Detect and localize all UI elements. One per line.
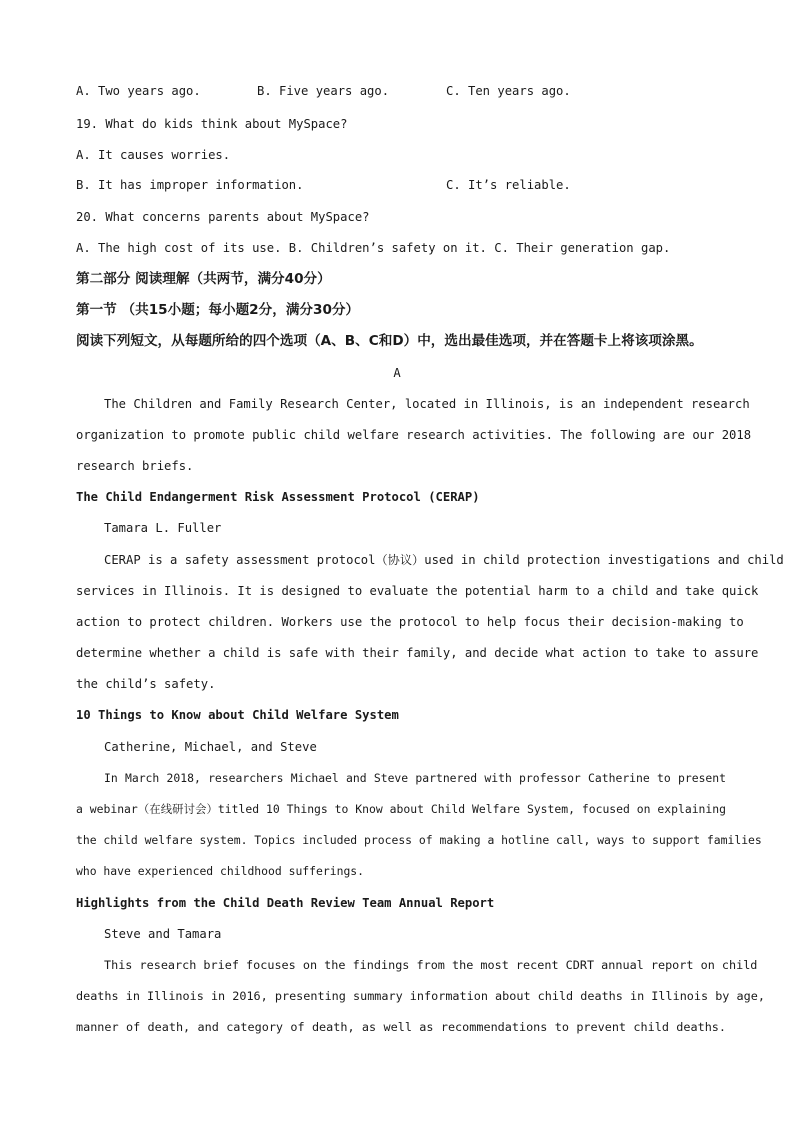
- intro-line-1: The Children and Family Research Center, located in Illinois, is an independent research: [104, 397, 750, 411]
- q18-option-c: C. Ten years ago.: [446, 84, 571, 98]
- section1-heading: 第一节 （共15小题；每小题2分，满分30分）: [76, 302, 360, 318]
- q20-stem: 20. What concerns parents about MySpace?: [76, 210, 370, 224]
- q19-option-b: B. It has improper information.: [76, 178, 304, 192]
- brief-line: This research brief focuses on the findings from the most recent CDRT annual report on child: [104, 958, 758, 972]
- q18-option-a: A. Two years ago.: [76, 84, 201, 98]
- part2-heading: 第二部分 阅读理解（共两节，满分40分）: [76, 271, 331, 287]
- brief-authors: Catherine, Michael, and Steve: [104, 740, 317, 754]
- brief-line: deaths in Illinois in 2016, presenting summary information about child deaths in Illinois by age,: [76, 989, 765, 1003]
- q19-option-c: C. It’s reliable.: [446, 178, 571, 192]
- intro-line-3: research briefs.: [76, 459, 194, 473]
- brief-line: the child’s safety.: [76, 677, 216, 691]
- q19-option-a: A. It causes worries.: [76, 148, 231, 162]
- brief-line: the child welfare system. Topics included process of making a hotline call, ways to support families: [76, 833, 762, 847]
- brief-line: determine whether a child is safe with their family, and decide what action to take to assure: [76, 646, 759, 660]
- q20-options: A. The high cost of its use. B. Children’s safety on it. C. Their generation gap.: [76, 241, 671, 255]
- brief-line: CERAP is a safety assessment protocol（协议）used in child protection investigations and child: [104, 553, 784, 567]
- passage-label: A: [393, 366, 401, 380]
- brief-line: In March 2018, researchers Michael and Steve partnered with professor Catherine to present: [104, 771, 726, 785]
- intro-line-2: organization to promote public child welfare research activities. The following are our 2018: [76, 428, 752, 442]
- q18-option-b: B. Five years ago.: [257, 84, 390, 98]
- brief-authors: Steve and Tamara: [104, 927, 222, 941]
- brief-line: who have experienced childhood sufferings.: [76, 864, 365, 878]
- reading-instruction: 阅读下列短文，从每题所给的四个选项（A、B、C和D）中，选出最佳选项，并在答题卡上将该项涂黑。: [76, 333, 703, 349]
- brief-title: The Child Endangerment Risk Assessment Protocol (CERAP): [76, 490, 480, 504]
- brief-title: 10 Things to Know about Child Welfare System: [76, 708, 399, 722]
- brief-line: services in Illinois. It is designed to evaluate the potential harm to a child and take quick: [76, 584, 759, 598]
- brief-line: action to protect children. Workers use the protocol to help focus their decision-making to: [76, 615, 744, 629]
- brief-line: manner of death, and category of death, as well as recommendations to prevent child deaths.: [76, 1020, 726, 1034]
- brief-title: Highlights from the Child Death Review Team Annual Report: [76, 896, 495, 910]
- brief-authors: Tamara L. Fuller: [104, 521, 222, 535]
- q19-stem: 19. What do kids think about MySpace?: [76, 117, 348, 131]
- brief-line: a webinar（在线研讨会）titled 10 Things to Know about Child Welfare System, focused on explaining: [76, 802, 726, 816]
